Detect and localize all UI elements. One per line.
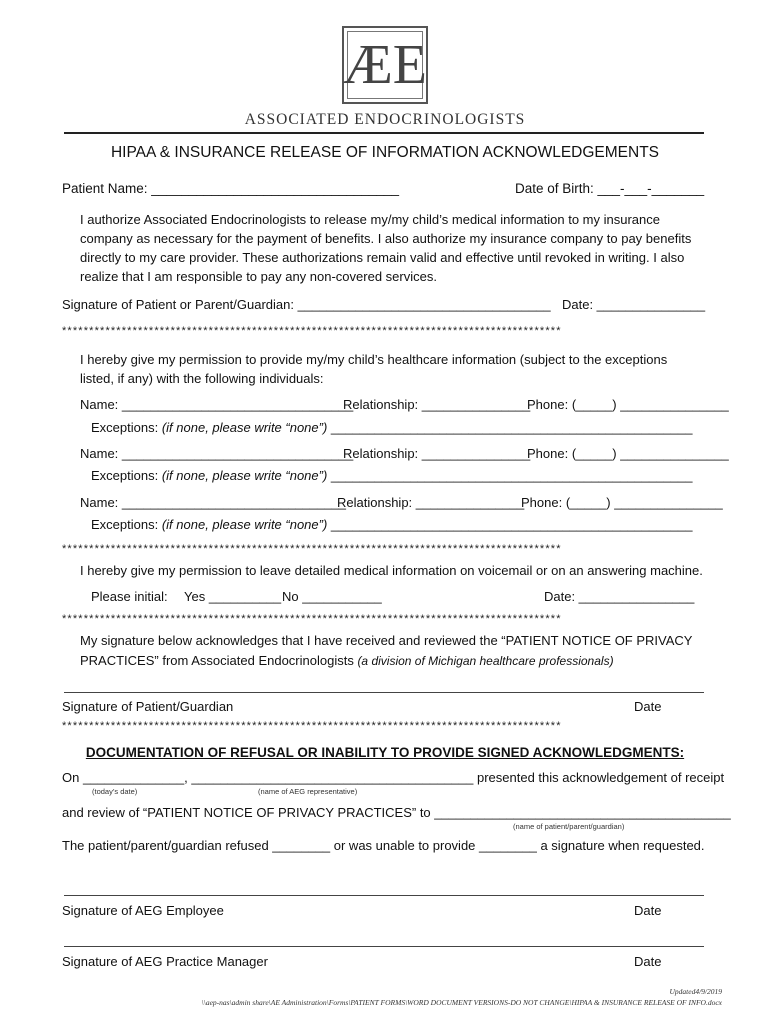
employee-signature-label: Signature of AEG Employee: [62, 903, 224, 918]
document-title: HIPAA & INSURANCE RELEASE OF INFORMATION ACKNOWLEDGEMENTS: [110, 144, 660, 161]
privacy-ack-line-1: My signature below acknowledges that I have received and reviewed the “PATIENT NOTICE OF PRIVACY: [80, 633, 693, 648]
individual-2-relationship-field[interactable]: Relationship: _______________: [343, 446, 531, 461]
exceptions-line: __________________________________________________: [327, 468, 693, 483]
exceptions-note: (if none, please write “none”): [161, 517, 328, 532]
exceptions-line: __________________________________________________: [327, 420, 693, 435]
privacy-ack-note: (a division of Michigan healthcare professionals): [357, 654, 614, 668]
logo-frame: [343, 31, 427, 99]
patient-name-field[interactable]: Patient Name: _________________________________: [62, 181, 400, 196]
individual-3-relationship-field[interactable]: Relationship: _______________: [337, 495, 525, 510]
individual-1-relationship-field[interactable]: Relationship: _______________: [343, 397, 531, 412]
representative-note: (name of AEG representative): [258, 787, 358, 796]
section-separator: ********************************************************************************************: [62, 613, 562, 625]
privacy-ack-line-2: [80, 653, 614, 668]
patient-guardian-date-label: Date: [634, 699, 662, 714]
section-separator: ********************************************************************************************: [62, 720, 562, 732]
todays-date-note: (today’s date): [92, 787, 138, 796]
voicemail-yes-field[interactable]: Yes __________: [184, 589, 282, 604]
voicemail-no-field[interactable]: No ___________: [282, 589, 382, 604]
individual-2-phone-field[interactable]: Phone: (_____) _______________: [527, 446, 729, 461]
manager-signature-label: Signature of AEG Practice Manager: [62, 954, 268, 969]
patient-signature-date-field[interactable]: Date: _______________: [562, 297, 706, 312]
refusal-heading: DOCUMENTATION OF REFUSAL OR INABILITY TO PROVIDE SIGNED ACKNOWLEDGMENTS:: [85, 745, 685, 760]
individual-1-phone-field[interactable]: Phone: (_____) _______________: [527, 397, 729, 412]
exceptions-line: __________________________________________________: [327, 517, 693, 532]
date-of-birth-field[interactable]: Date of Birth: ___-___-_______: [515, 181, 705, 196]
updated-date: Updated4/9/2019: [669, 987, 722, 996]
privacy-ack-text: PRACTICES” from Associated Endocrinologists: [80, 653, 358, 668]
refusal-response-line[interactable]: The patient/parent/guardian refused ________ or was unable to provide ________ a signature when requested.: [62, 838, 705, 853]
voicemail-date-field[interactable]: Date: ________________: [544, 589, 695, 604]
patient-name-note: (name of patient/parent/guardian): [513, 822, 625, 831]
exceptions-label: Exceptions:: [91, 420, 162, 435]
authorization-paragraph: I authorize Associated Endocrinologists to release my/my child’s medical information to my insurance company as necessary for the payment of benefits. I also authorize my insurance company to pay benefits directly to my care provider. These authorizations remain valid and effective until revoked in writing. I also realize that I am responsible to pay any non-covered services.: [80, 212, 692, 284]
exceptions-label: Exceptions:: [91, 517, 162, 532]
header-divider: [64, 132, 704, 134]
employee-date-label: Date: [634, 903, 662, 918]
exceptions-note: (if none, please write “none”): [161, 468, 328, 483]
patient-guardian-signature-line[interactable]: [64, 692, 704, 693]
voicemail-statement: I hereby give my permission to leave detailed medical information on voicemail or on an answering machine.: [80, 563, 703, 578]
individual-1-name-field[interactable]: Name: ________________________________: [80, 397, 354, 412]
section-separator: ********************************************************************************************: [62, 325, 562, 337]
patient-signature-field[interactable]: Signature of Patient or Parent/Guardian: ___________________________________: [62, 297, 551, 312]
patient-guardian-signature-label: Signature of Patient/Guardian: [62, 699, 234, 714]
file-path: \\aep-nas\admin share\AE Administration\Forms\PATIENT FORMS\WORD DOCUMENT VERSIONS-DO NOT CHANGE\HIPAA & INSURANCE RELEASE OF INFO.docx: [201, 998, 722, 1007]
individual-3-exceptions-field[interactable]: [91, 517, 692, 532]
individual-1-exceptions-field[interactable]: [91, 420, 692, 435]
exceptions-note: (if none, please write “none”): [161, 420, 328, 435]
individual-2-exceptions-field[interactable]: [91, 468, 692, 483]
initial-label: Please initial:: [91, 589, 168, 604]
company-name: ASSOCIATED ENDOCRINOLOGISTS: [244, 111, 526, 128]
employee-signature-line[interactable]: [64, 895, 704, 896]
exceptions-label: Exceptions:: [91, 468, 162, 483]
individual-3-name-field[interactable]: Name: _______________________________: [80, 495, 347, 510]
logo-monogram: ÆE: [343, 34, 427, 96]
manager-signature-line[interactable]: [64, 946, 704, 947]
refusal-review-line[interactable]: and review of “PATIENT NOTICE OF PRIVACY PRACTICES” to _________________________________________: [62, 805, 731, 820]
individual-2-name-field[interactable]: Name: ________________________________: [80, 446, 354, 461]
permission-paragraph: I hereby give my permission to provide my/my child’s healthcare information (subject to the exceptions listed, if any) with the following individuals:: [80, 352, 668, 386]
manager-date-label: Date: [634, 954, 662, 969]
company-logo: [342, 26, 428, 104]
refusal-on-line[interactable]: On ______________, _______________________________________ presented this acknowledgement of receipt: [62, 770, 725, 785]
section-separator: ********************************************************************************************: [62, 543, 562, 555]
individual-3-phone-field[interactable]: Phone: (_____) _______________: [521, 495, 723, 510]
